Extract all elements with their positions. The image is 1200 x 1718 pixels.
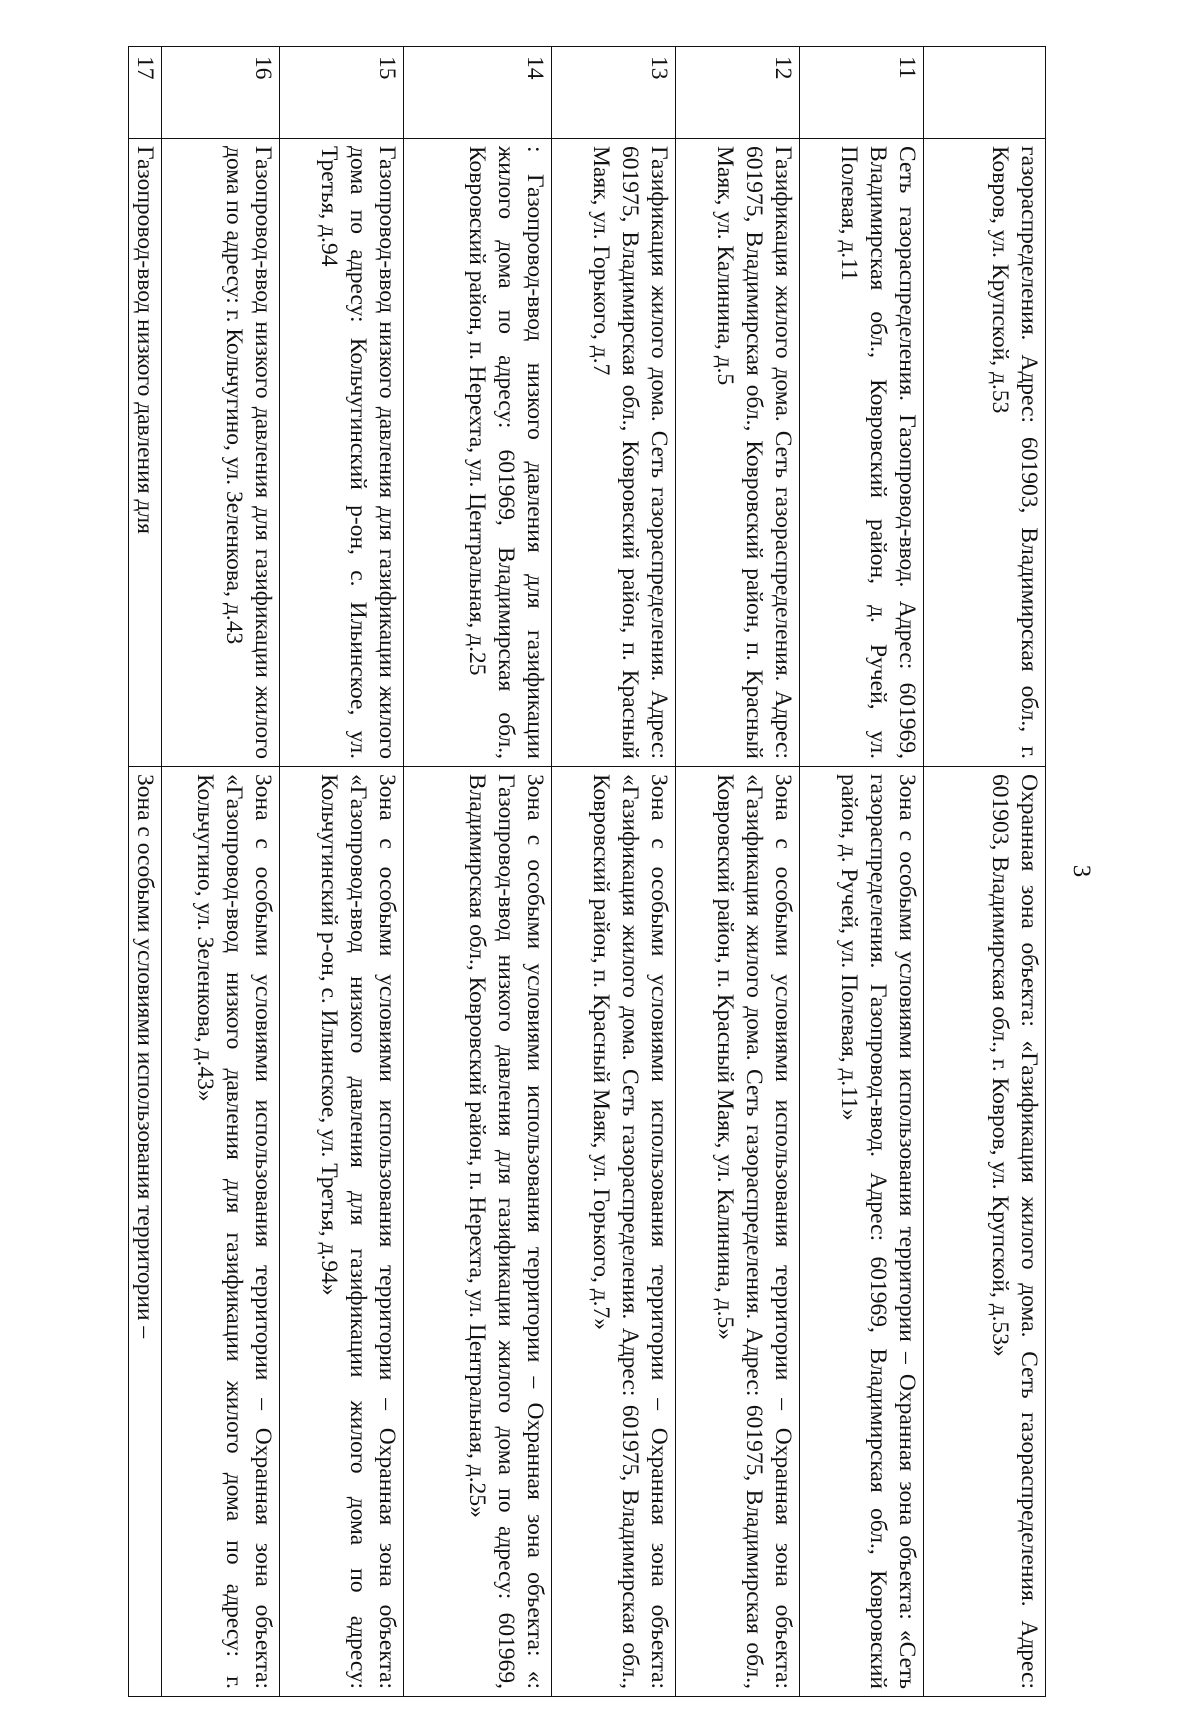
zone-description: Зона с особыми условиями использования территории – Охранная зона объекта: «Газификация жилого дома. Сеть газораспределения. Адрес: 601975, Владимирская обл., Ковровский район, п. Красный Маяк, ул. Калинина, д.5» <box>676 767 800 1697</box>
row-number: 17 <box>129 47 162 139</box>
table-row <box>676 47 800 1697</box>
object-description: Газопровод-ввод низкого давления для <box>129 139 162 767</box>
table-row <box>552 47 676 1697</box>
zone-description: Зона с особыми условиями использования территории – Охранная зона объекта: «Газопровод-ввод низкого давления для газификации жилого дома по адресу: Кольчугинский р-он, с. Ильинское, ул. Третья, д.94» <box>280 767 404 1697</box>
table-row <box>280 47 404 1697</box>
table-row <box>162 47 280 1697</box>
row-number: 15 <box>280 47 404 139</box>
rotated-page <box>122 46 1102 1696</box>
table-row <box>129 47 162 1697</box>
object-description: газораспределения. Адрес: 601903, Владимирская обл., г. Ковров, ул. Крупской, д.53 <box>924 139 1046 767</box>
row-number <box>924 47 1046 139</box>
object-description: Сеть газораспределения. Газопровод-ввод. Адрес: 601969, Владимирская обл., Ковровский район, д. Ручей, ул. Полевая, д.11 <box>800 139 924 767</box>
table-row <box>800 47 924 1697</box>
table-row <box>404 47 552 1697</box>
object-description: Газопровод-ввод низкого давления для газификации жилого дома по адресу: Кольчугинский р-он, с. Ильинское, ул. Третья, д.94 <box>280 139 404 767</box>
zone-description: Охранная зона объекта: «Газификация жилого дома. Сеть газораспределения. Адрес: 601903, Владимирская обл., г. Ковров, ул. Крупской, д.53» <box>924 767 1046 1697</box>
object-description: Газопровод-ввод низкого давления для газификации жилого дома по адресу: г. Кольчугино, ул. Зеленкова, д.43 <box>162 139 280 767</box>
object-description: : Газопровод-ввод низкого давления для газификации жилого дома по адресу: 601969, Владимирская обл., Ковровский район, п. Нерехта, ул. Центральная, д.25 <box>404 139 552 767</box>
zone-description: Зона с особыми условиями использования территории – Охранная зона объекта: «Газопровод-ввод низкого давления для газификации жилого дома по адресу: г. Кольчугино, ул. Зеленкова, д.43» <box>162 767 280 1697</box>
zones-table <box>128 46 1046 1697</box>
row-number: 13 <box>552 47 676 139</box>
row-number: 12 <box>676 47 800 139</box>
zone-description: Зона с особыми условиями использования территории – <box>129 767 162 1697</box>
object-description: Газификация жилого дома. Сеть газораспределения. Адрес: 601975, Владимирская обл., Ковровский район, п. Красный Маяк, ул. Горького, д.7 <box>552 139 676 767</box>
zone-description: Зона с особыми условиями использования территории – Охранная зона объекта: «Газификация жилого дома. Сеть газораспределения. Адрес: 601975, Владимирская обл., Ковровский район, п. Красный Маяк, ул. Горького, д.7» <box>552 767 676 1697</box>
page-number: 3 <box>1068 864 1095 878</box>
table-row <box>924 47 1046 1697</box>
row-number: 11 <box>800 47 924 139</box>
zone-description: Зона с особыми условиями использования территории – Охранная зона объекта: «: Газопровод-ввод низкого давления для газификации жилого дома по адресу: 601969, Владимирская обл., Ковровский район, п. Нерехта, ул. Центральная, д.25» <box>404 767 552 1697</box>
zone-description: Зона с особыми условиями использования территории – Охранная зона объекта: «Сеть газораспределения. Газопровод-ввод. Адрес: 601969, Владимирская обл., Ковровский район, д. Ручей, ул. Полевая, д.11» <box>800 767 924 1697</box>
row-number: 16 <box>162 47 280 139</box>
row-number: 14 <box>404 47 552 139</box>
object-description: Газификация жилого дома. Сеть газораспределения. Адрес: 601975, Владимирская обл., Ковровский район, п. Красный Маяк, ул. Калинина, д.5 <box>676 139 800 767</box>
